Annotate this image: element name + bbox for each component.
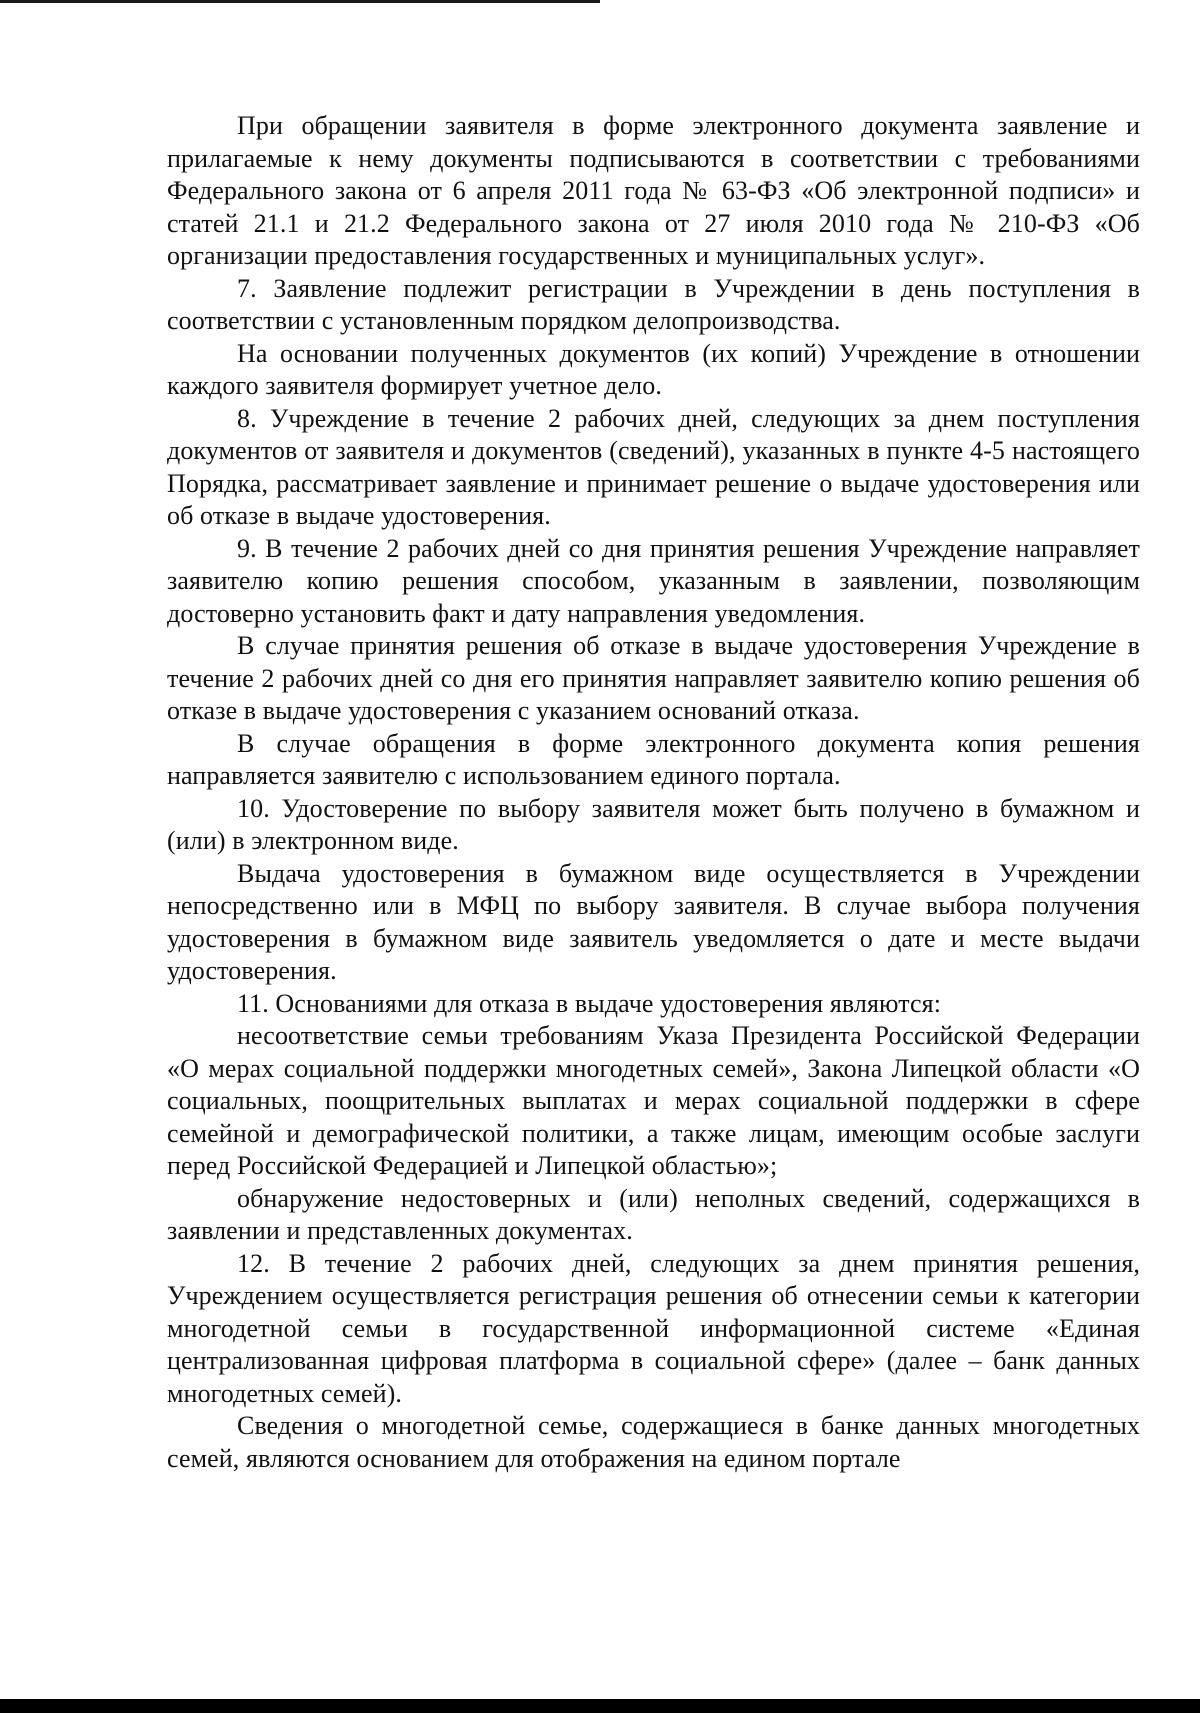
paragraph-item-12: 12. В течение 2 рабочих дней, следующих за днем принятия решения, Учреждением осуществляется регистрация решения об отнесении семьи к категории многодетной семьи в государственной информационной системе «Единая централизованная цифровая платформа в социальной сфере» (далее – банк данных многодетных семей). xyxy=(167,1248,1140,1408)
paragraph-refusal-ground-2: обнаружение недостоверных и (или) неполных сведений, содержащихся в заявлении и представленных документах. xyxy=(167,1183,1140,1245)
scan-top-edge-line xyxy=(0,0,600,3)
paragraph-refusal-notice: В случае принятия решения об отказе в выдаче удостоверения Учреждение в течение 2 рабочих дней со дня его принятия направляет заявителю копию решения об отказе в выдаче удостоверения с указанием оснований отказа. xyxy=(167,631,1140,725)
paragraph-item-10: 10. Удостоверение по выбору заявителя может быть получено в бумажном и (или) в электронном виде. xyxy=(167,793,1140,855)
document-page xyxy=(167,110,1140,1475)
paragraph-paper-issuance: Выдача удостоверения в бумажном виде осуществляется в Учреждении непосредственно или в МФЦ по выбору заявителя. В случае выбора получения удостоверения в бумажном виде заявитель уведомляется о дате и месте выдачи удостоверения. xyxy=(167,858,1140,985)
paragraph-item-7: 7. Заявление подлежит регистрации в Учреждении в день поступления в соответствии с установленным порядком делопроизводства. xyxy=(167,273,1140,335)
paragraph-item-11: 11. Основаниями для отказа в выдаче удостоверения являются: xyxy=(237,988,942,1018)
scan-bottom-edge-bar xyxy=(0,1699,1200,1713)
paragraph-electronic-decision: В случае обращения в форме электронного документа копия решения направляется заявителю с использованием единого портала. xyxy=(167,728,1140,790)
paragraph-data-bank: Сведения о многодетной семье, содержащиеся в банке данных многодетных семей, являются основанием для отображения на едином портале xyxy=(167,1411,1140,1473)
paragraph-refusal-ground-1: несоответствие семьи требованиям Указа Президента Российской Федерации «О мерах социальной поддержки многодетных семей», Закона Липецкой области «О социальных, поощрительных выплатах и мерах социальной поддержки в сфере семейной и демографической политики, а также лицам, имеющим особые заслуги перед Российской Федерацией и Липецкой областью»; xyxy=(167,1021,1140,1180)
paragraph-item-9: 9. В течение 2 рабочих дней со дня принятия решения Учреждение направляет заявителю копию решения способом, указанным в заявлении, позволяющим достоверно установить факт и дату направления уведомления. xyxy=(167,533,1140,628)
paragraph-item-8: 8. Учреждение в течение 2 рабочих дней, следующих за днем поступления документов от заявителя и документов (сведений), указанных в пункте 4-5 настоящего Порядка, рассматривает заявление и принимает решение о выдаче удостоверения или об отказе в выдаче удостоверения. xyxy=(167,403,1140,530)
paragraph-case-file: На основании полученных документов (их копий) Учреждение в отношении каждого заявителя формирует учетное дело. xyxy=(167,338,1140,400)
paragraph-electronic-signature: При обращении заявителя в форме электронного документа заявление и прилагаемые к нему документы подписываются в соответствии с требованиями Федерального закона от 6 апреля 2011 года № 63-ФЗ «Об электронной подписи» и статей 21.1 и 21.2 Федерального закона от 27 июля 2010 года № 210-ФЗ «Об организации предоставления государственных и муниципальных услуг». xyxy=(167,111,1140,270)
